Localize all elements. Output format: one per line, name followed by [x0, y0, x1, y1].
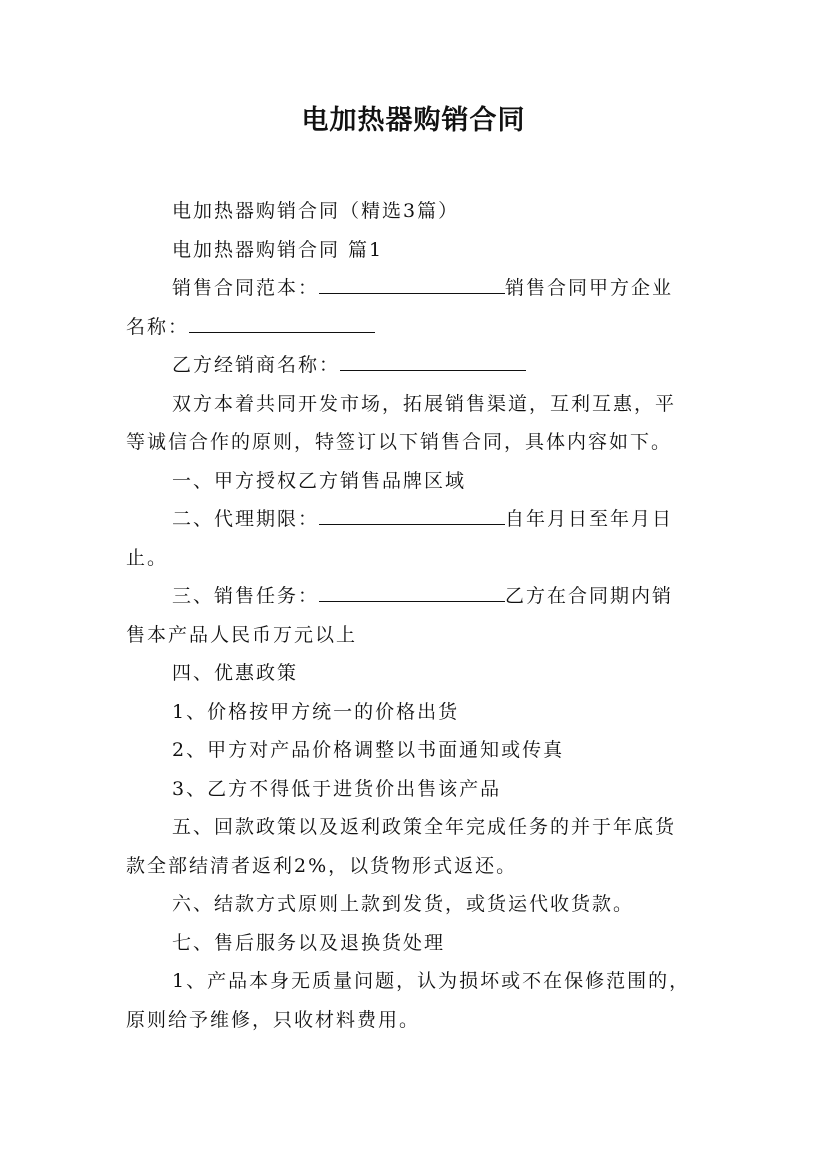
- section-2-line: [126, 500, 716, 539]
- sales-task-label: 三、销售任务：: [172, 585, 320, 607]
- principle-line-1: 双方本着共同开发市场，拓展销售渠道，互利互惠，平: [172, 392, 677, 415]
- sales-template-blank: [319, 274, 505, 294]
- section-7-item-1-line-1: 1、产品本身无质量问题，认为损坏或不在保修范围的，: [172, 970, 691, 992]
- section-5-line-1: 五、回款政策以及返利政策全年完成任务的并于年底货: [172, 816, 677, 838]
- section-7-item-1-line-2: 原则给予维修，只收材料费用。: [126, 1008, 421, 1031]
- section-4-item-1: 1、价格按甲方统一的价格出货: [172, 700, 460, 723]
- section-2-end: 止。: [126, 546, 169, 569]
- section-4-item-3: 3、乙方不得低于进货价出售该产品: [172, 777, 502, 800]
- agency-term-blank: [319, 505, 505, 525]
- subtitle-line: 电加热器购销合同（精选3篇）: [172, 200, 460, 222]
- party-a-name-label: 名称：: [126, 315, 190, 338]
- document-body: [126, 192, 716, 1039]
- party-b-label: 乙方经销商名称：: [172, 354, 341, 376]
- party-a-label: 销售合同甲方企业: [505, 277, 674, 299]
- sales-template-label: 销售合同范本：: [172, 277, 320, 299]
- document-title: 电加热器购销合同: [301, 105, 526, 136]
- section-1: 一、甲方授权乙方销售品牌区域: [172, 469, 467, 492]
- sales-template-line: [126, 269, 716, 308]
- section-7: 七、售后服务以及退换货处理: [172, 931, 446, 954]
- section-3-end: 售本产品人民币万元以上: [126, 623, 358, 646]
- section-5-line-2: 款全部结清者返利2%，以货物形式返还。: [126, 854, 518, 877]
- party-a-name-line: [126, 308, 716, 347]
- section-4-item-2: 2、甲方对产品价格调整以书面通知或传真: [172, 739, 565, 761]
- principle-line-2: 等诚信合作的原则，特签订以下销售合同，具体内容如下。: [126, 431, 673, 453]
- section-4: 四、优惠政策: [172, 662, 299, 684]
- party-b-blank: [340, 351, 526, 371]
- agency-term-label: 二、代理期限：: [172, 508, 320, 530]
- section-3-line: [126, 577, 716, 616]
- sales-task-blank: [319, 582, 505, 602]
- part-heading-line: 电加热器购销合同 篇1: [172, 238, 384, 261]
- party-b-line: [126, 346, 716, 385]
- sales-task-text: 乙方在合同期内销: [505, 585, 674, 607]
- party-a-name-blank: [189, 313, 375, 333]
- agency-term-dates: 自年月日至年月日: [505, 508, 674, 530]
- section-6: 六、结款方式原则上款到发货，或货运代收货款。: [172, 893, 635, 915]
